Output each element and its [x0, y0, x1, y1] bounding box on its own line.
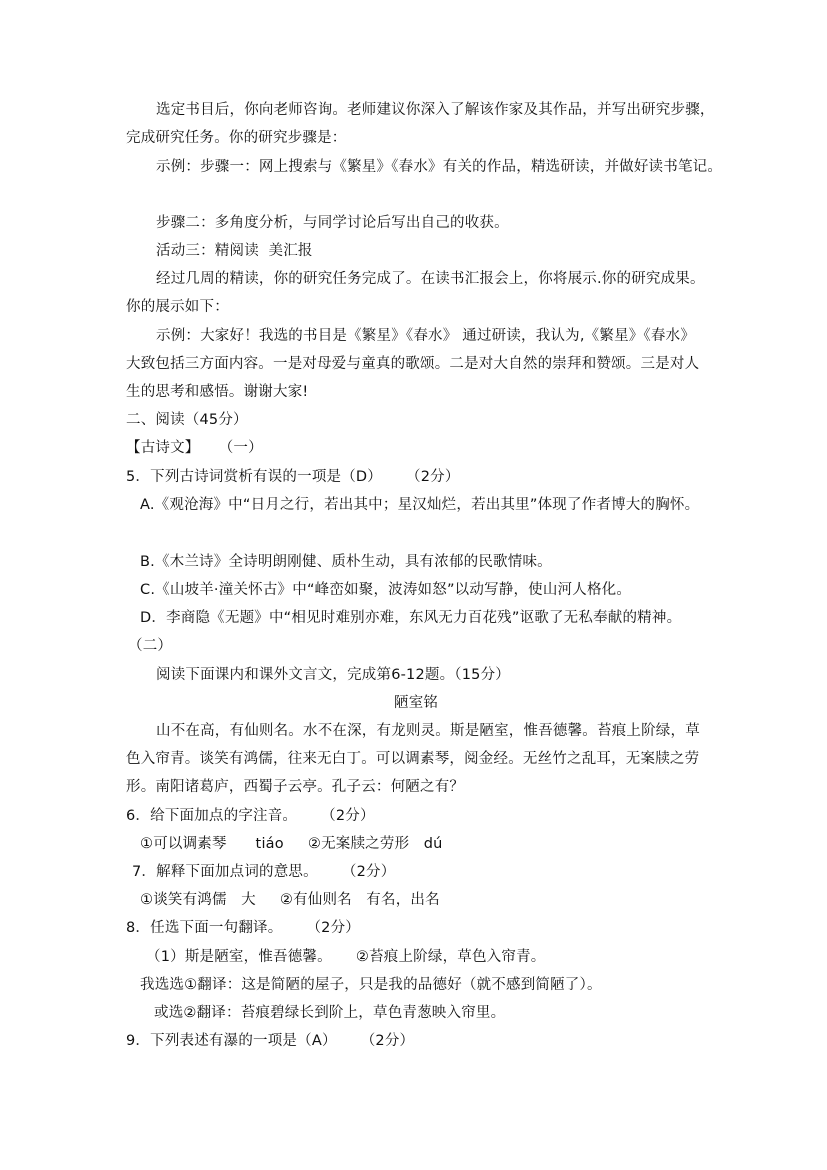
question-7: 7．解释下面加点词的意思。 （2分）	[132, 864, 396, 880]
instruction: 阅读下面课内和课外文言文，完成第6-12题。（15分）	[156, 667, 511, 683]
section-heading: 二、阅读（45分）	[126, 412, 248, 428]
text-line: 活动三：精阅读 美汇报	[156, 243, 313, 259]
answer-6: ①可以调素琴 tiáo ②无案牍之劳形 dú	[140, 836, 443, 852]
text-line: 示例：大家好！我选的书目是《繁星》《春水》 通过研读，我认为,《繁星》《春水》	[156, 328, 696, 344]
option-d: D．李商隐《无题》中“相见时难别亦难，东风无力百花残”讴歌了无私奉献的精神。	[140, 610, 682, 626]
poem-title: 陋室铭	[394, 695, 439, 711]
text-line: 你的展示如下：	[126, 299, 229, 315]
text-line: 示例：步骤一：网上搜索与《繁星》《春水》有关的作品，精选研读，并做好读书笔记。	[156, 159, 723, 175]
text-line: 经过几周的精读，你的研究任务完成了。在读书汇报会上，你将展示.你的研究成果。	[156, 271, 705, 287]
text-line: 大致包括三方面内容。一是对母爱与童真的歌颂。二是对大自然的崇拜和赞颂。三是对人	[126, 356, 700, 372]
section-heading: 【古诗文】 （一）	[126, 440, 263, 456]
question-6: 6．给下面加点的字注音。 （2分）	[126, 808, 375, 824]
poem-line: 山不在高，有仙则名。水不在深，有龙则灵。斯是陋室，惟吾德馨。苔痕上阶绿，草	[156, 723, 700, 739]
text-line: 选定书目后，你向老师咨询。老师建议你深入了解该作家及其作品，并写出研究步骤，	[156, 102, 715, 118]
section-heading: （二）	[128, 638, 173, 654]
question-9: 9．下列表述有瀑的一项是（A） （2分）	[126, 1033, 415, 1049]
option-c: C.《山坡羊·潼关怀古》中“峰峦如聚，波涛如怒”以动写静，使山河人格化。	[140, 582, 632, 598]
answer-8-alt: 或选②翻译：苔痕碧绿长到阶上，草色青葱映入帘里。	[154, 1005, 506, 1021]
text-line: 步骤二：多角度分析，与同学讨论后写出自己的收获。	[156, 215, 509, 231]
question-8-options: （1）斯是陋室，惟吾德馨。 ②苔痕上阶绿，草色入帘青。	[146, 949, 546, 965]
answer-7: ①谈笑有鸿儒 大 ②有仙则名 有名，出名	[140, 892, 440, 908]
question-8: 8．任选下面一句翻译。 （2分）	[126, 920, 360, 936]
option-b: B.《木兰诗》全诗明朗刚健、质朴生动，具有浓郁的民歌情味。	[140, 554, 552, 570]
poem-line: 形。南阳诸葛庐，西蜀子云亭。孔子云：何陋之有？	[126, 779, 465, 795]
question-5: 5．下列古诗词赏析有误的一项是（D） （2分）	[126, 469, 460, 485]
text-line: 生的思考和感悟。谢谢大家!	[126, 384, 309, 400]
text-line: 完成研究任务。你的研究步骤是：	[126, 130, 347, 146]
poem-line: 色入帘青。谈笑有鸿儒，往来无白丁。可以调素琴，阅金经。无丝竹之乱耳，无案牍之劳	[126, 751, 700, 767]
answer-8: 我选选①翻译：这是简陋的屋子，只是我的品德好（就不感到简陋了）。	[140, 977, 602, 993]
option-a: A.《观沧海》中“日月之行，若出其中；星汉灿烂，若出其里”体现了作者博大的胸怀。	[140, 497, 700, 513]
